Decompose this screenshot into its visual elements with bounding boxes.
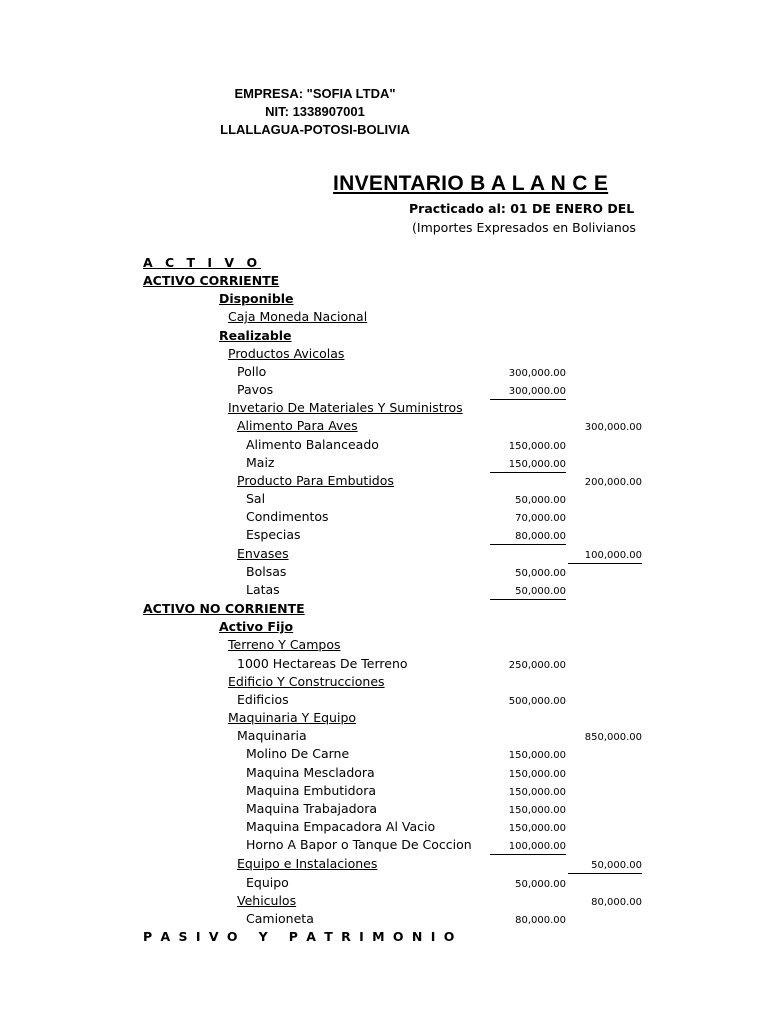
- realizable-heading: Realizable: [219, 328, 292, 343]
- alimento-aves-value: 300,000.00: [584, 422, 642, 433]
- alimento-aves-label: Alimento Para Aves: [237, 418, 358, 433]
- empacadora-value: 150,000.00: [508, 823, 566, 834]
- pavos-label: Pavos: [237, 382, 274, 397]
- producto-embutidos-value: 200,000.00: [584, 477, 642, 488]
- empacadora-label: Maquina Empacadora Al Vacio: [246, 819, 436, 834]
- company-nit: NIT: 1338907001: [265, 104, 365, 119]
- edificio-construcciones-label: Edificio Y Construcciones: [228, 674, 385, 689]
- pavos-value: 300,000.00: [490, 385, 566, 400]
- terreno-campos-label: Terreno Y Campos: [228, 637, 341, 652]
- trabajadora-label: Maquina Trabajadora: [246, 801, 378, 816]
- envases-value: 100,000.00: [568, 549, 642, 564]
- practicado-date: Practicado al: 01 DE ENERO DEL: [409, 201, 635, 216]
- currency-note: (Importes Expresados en Bolivianos: [412, 220, 636, 235]
- alimento-balanceado-label: Alimento Balanceado: [246, 437, 379, 452]
- activo-heading: A C T I V O: [143, 255, 262, 270]
- pasivo-patrimonio-heading: P A S I V O Y P A T R I M O N I O: [143, 929, 457, 944]
- activo-corriente-heading: ACTIVO CORRIENTE: [143, 273, 280, 288]
- bolsas-value: 50,000.00: [515, 568, 566, 579]
- horno-value: 100,000.00: [490, 840, 566, 855]
- inventario-materiales-label: Invetario De Materiales Y Suministros: [228, 400, 463, 415]
- activo-no-corriente-heading: ACTIVO NO CORRIENTE: [143, 601, 305, 616]
- camioneta-value: 80,000.00: [515, 915, 566, 926]
- envases-label: Envases: [237, 546, 289, 561]
- equipo-value: 50,000.00: [515, 879, 566, 890]
- productos-avicolas-label: Productos Avicolas: [228, 346, 345, 361]
- molino-value: 150,000.00: [508, 750, 566, 761]
- pollo-label: Pollo: [237, 364, 267, 379]
- especias-value: 80,000.00: [490, 530, 566, 545]
- producto-embutidos-label: Producto Para Embutidos: [237, 473, 394, 488]
- embutidora-value: 150,000.00: [508, 787, 566, 798]
- horno-label: Horno A Bapor o Tanque De Coccion: [246, 837, 472, 852]
- maiz-value: 150,000.00: [490, 458, 566, 473]
- bolsas-label: Bolsas: [246, 564, 287, 579]
- latas-label: Latas: [246, 582, 280, 597]
- caja-moneda-label: Caja Moneda Nacional: [228, 309, 368, 324]
- maquinaria-value: 850,000.00: [584, 732, 642, 743]
- embutidora-label: Maquina Embutidora: [246, 783, 377, 798]
- company-name: EMPRESA: "SOFIA LTDA": [234, 86, 396, 101]
- equipo-instalaciones-value: 50,000.00: [568, 859, 642, 874]
- camioneta-label: Camioneta: [246, 911, 314, 926]
- especias-label: Especias: [246, 527, 301, 542]
- mescladora-label: Maquina Mescladora: [246, 765, 375, 780]
- alimento-balanceado-value: 150,000.00: [508, 441, 566, 452]
- equipo-instalaciones-label: Equipo e Instalaciones: [237, 856, 378, 871]
- latas-value: 50,000.00: [490, 585, 566, 600]
- hectareas-value: 250,000.00: [508, 660, 566, 671]
- edificios-label: Edificios: [237, 692, 289, 707]
- equipo-label: Equipo: [246, 875, 289, 890]
- mescladora-value: 150,000.00: [508, 769, 566, 780]
- molino-label: Molino De Carne: [246, 746, 350, 761]
- trabajadora-value: 150,000.00: [508, 805, 566, 816]
- maquinaria-label: Maquinaria: [237, 728, 307, 743]
- maquinaria-equipo-label: Maquinaria Y Equipo: [228, 710, 357, 725]
- sal-value: 50,000.00: [515, 495, 566, 506]
- pollo-value: 300,000.00: [508, 368, 566, 379]
- condimentos-value: 70,000.00: [515, 513, 566, 524]
- vehiculos-label: Vehiculos: [237, 893, 297, 908]
- activo-fijo-heading: Activo Fijo: [219, 619, 294, 634]
- document-title: INVENTARIO B A L A N C E: [333, 172, 609, 195]
- vehiculos-value: 80,000.00: [591, 897, 642, 908]
- disponible-heading: Disponible: [219, 291, 294, 306]
- company-location: LLALLAGUA-POTOSI-BOLIVIA: [220, 122, 410, 137]
- hectareas-label: 1000 Hectareas De Terreno: [237, 656, 408, 671]
- condimentos-label: Condimentos: [246, 509, 329, 524]
- maiz-label: Maiz: [246, 455, 275, 470]
- sal-label: Sal: [246, 491, 266, 506]
- edificios-value: 500,000.00: [508, 696, 566, 707]
